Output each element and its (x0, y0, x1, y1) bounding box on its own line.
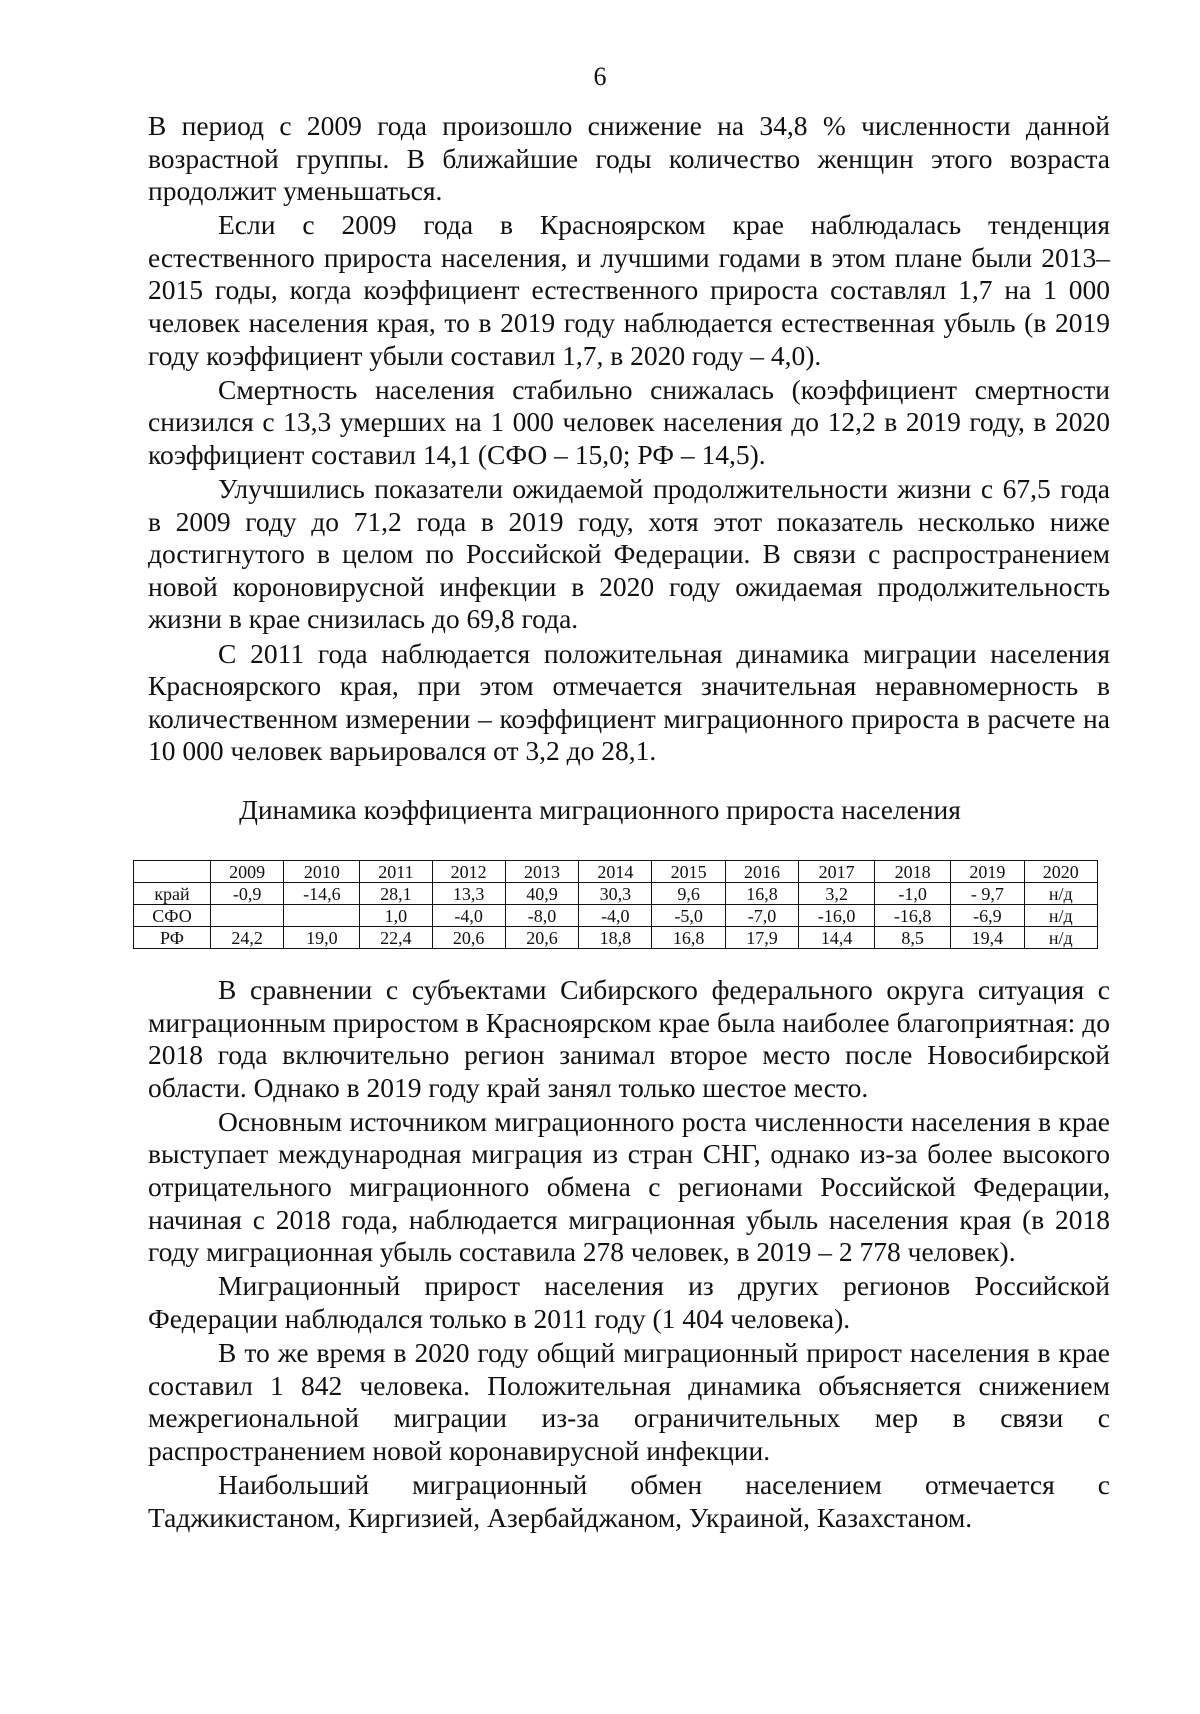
table-cell: -1,0 (875, 883, 951, 905)
table-cell (211, 905, 284, 927)
table-cell: 14,4 (799, 927, 875, 949)
table-cell: 20,6 (505, 927, 578, 949)
paragraph: Смертность населения стабильно снижалась (коэффициент смертности снизился с 13,3 умерших на 1 000 человек населения до 12,2 в 2019 году, в 2020 коэффициент составил 14,1 (СФО – 15,0; РФ – 14,5). (148, 373, 1110, 470)
table-cell: 40,9 (505, 883, 578, 905)
row-label-cell: СФО (134, 905, 211, 927)
table-cell: 18,8 (579, 927, 652, 949)
year-header-cell: 2010 (284, 861, 360, 883)
table-cell: 16,8 (725, 883, 798, 905)
table-cell: -16,0 (799, 905, 875, 927)
text-block-top (148, 110, 1110, 769)
text-block-bottom (148, 974, 1110, 1536)
table-cell: -16,8 (875, 905, 951, 927)
year-header-cell: 2011 (360, 861, 432, 883)
table-row (134, 927, 1098, 949)
table-cell: 9,6 (652, 883, 725, 905)
table-cell: -14,6 (284, 883, 360, 905)
table-cell: 13,3 (432, 883, 505, 905)
paragraph: С 2011 года наблюдается положительная динамика миграции населения Красноярского края, при этом отмечается значительная неравномерность в количественном измерении – коэффициент миграционного прироста в расчете на 10 000 человек варьировался от 3,2 до 28,1. (148, 637, 1110, 767)
migration-coefficient-table (133, 860, 1098, 949)
table-cell: н/д (1024, 927, 1098, 949)
table-corner-cell (134, 861, 211, 883)
table-title: Динамика коэффициента миграционного прироста населения (239, 794, 961, 825)
table-cell: 20,6 (432, 927, 505, 949)
row-label-cell: РФ (134, 927, 211, 949)
year-header-cell: 2020 (1024, 861, 1098, 883)
paragraph: Наибольший миграционный обмен населением отмечается с Таджикистаном, Киргизией, Азербайджаном, Украиной, Казахстаном. (148, 1468, 1110, 1533)
year-header-cell: 2015 (652, 861, 725, 883)
paragraph: Основным источником миграционного роста численности населения в крае выступает международная миграция из стран СНГ, однако из-за более высокого отрицательного миграционного обмена с регионами Российской Федерации, начиная с 2018 года, наблюдается миграционная убыль населения края (в 2018 году миграционная убыль составила 278 человек, в 2019 – 2 778 человек). (148, 1105, 1110, 1268)
table-cell: -6,9 (951, 905, 1024, 927)
paragraph: Миграционный прирост населения из других регионов Российской Федерации наблюдался только в 2011 году (1 404 человека). (148, 1270, 1110, 1334)
table-cell: 1,0 (360, 905, 432, 927)
table-cell: -8,0 (505, 905, 578, 927)
table-cell: 8,5 (875, 927, 951, 949)
year-header-cell: 2014 (579, 861, 652, 883)
paragraph: В сравнении с субъектами Сибирского федерального округа ситуация с миграционным приростом в Красноярском крае была наиболее благоприятная: до 2018 года включительно регион занимал второе место после Новосибирской области. Однако в 2019 году край занял только шестое место. (148, 974, 1110, 1103)
table-cell (284, 905, 360, 927)
table-cell: 19,0 (284, 927, 360, 949)
row-label-cell: край (134, 883, 211, 905)
table-cell: -5,0 (652, 905, 725, 927)
year-header-cell: 2018 (875, 861, 951, 883)
year-header-cell: 2013 (505, 861, 578, 883)
table-cell: 28,1 (360, 883, 432, 905)
table-cell: -4,0 (579, 905, 652, 927)
year-header-cell: 2019 (951, 861, 1024, 883)
table-cell: -4,0 (432, 905, 505, 927)
year-header-cell: 2016 (725, 861, 798, 883)
paragraph: В период с 2009 года произошло снижение на 34,8 % численности данной возрастной группы. В ближайшие годы количество женщин этого возраста продолжит уменьшаться. (148, 110, 1110, 207)
year-header-cell: 2012 (432, 861, 505, 883)
table-cell: 16,8 (652, 927, 725, 949)
year-header-cell: 2017 (799, 861, 875, 883)
table-cell: 3,2 (799, 883, 875, 905)
table-row (134, 905, 1098, 927)
paragraph: Если с 2009 года в Красноярском крае наблюдалась тенденция естественного прироста населения, и лучшими годами в этом плане были 2013–2015 годы, когда коэффициент естественного прироста составлял 1,7 на 1 000 человек населения края, то в 2019 году наблюдается естественная убыль (в 2019 году коэффициент убыли составил 1,7, в 2020 году – 4,0). (148, 209, 1110, 371)
table-cell: н/д (1024, 883, 1098, 905)
page-number: 6 (593, 62, 607, 91)
paragraph: В то же время в 2020 году общий миграционный прирост населения в крае составил 1 842 человека. Положительная динамика объясняется снижением межрегиональной миграции из-за ограничительных мер в связи с распространением новой коронавирусной инфекции. (148, 1337, 1110, 1466)
table-cell: 24,2 (211, 927, 284, 949)
year-header-cell: 2009 (211, 861, 284, 883)
table-cell: н/д (1024, 905, 1098, 927)
table-cell: 30,3 (579, 883, 652, 905)
table-row (134, 883, 1098, 905)
table-header-row (134, 861, 1098, 883)
table-cell: 22,4 (360, 927, 432, 949)
paragraph: Улучшились показатели ожидаемой продолжительности жизни с 67,5 года в 2009 году до 71,2 года в 2019 году, хотя этот показатель несколько ниже достигнутого в целом по Российской Федерации. В связи с распространением новой короновирусной инфекции в 2020 году ожидаемая продолжительность жизни в крае снизилась до 69,8 года. (148, 473, 1110, 635)
table-cell: - 9,7 (951, 883, 1024, 905)
table-cell: 19,4 (951, 927, 1024, 949)
table-cell: 17,9 (725, 927, 798, 949)
table-cell: -0,9 (211, 883, 284, 905)
table-cell: -7,0 (725, 905, 798, 927)
